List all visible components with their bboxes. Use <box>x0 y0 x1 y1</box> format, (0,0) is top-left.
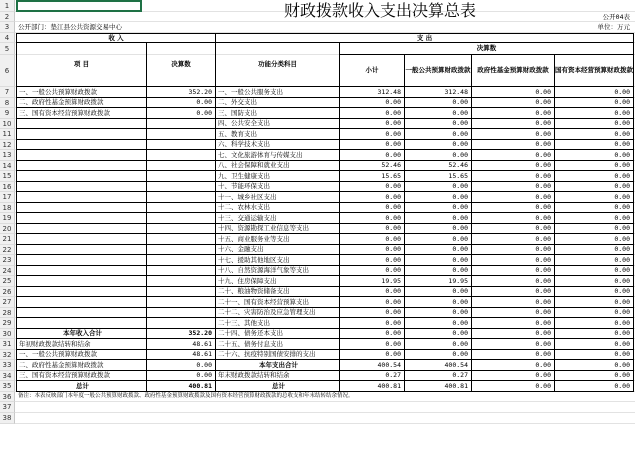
row-fund-budget: 0.00 <box>472 329 555 340</box>
row-general-budget: 0.00 <box>405 140 472 151</box>
row-subtotal: 0.00 <box>340 287 405 298</box>
row-general-budget: 0.00 <box>405 350 472 361</box>
row-income-amount: 48.61 <box>147 339 216 350</box>
row-fund-budget: 0.00 <box>472 203 555 214</box>
row-general-budget: 0.00 <box>405 308 472 319</box>
row-item <box>16 150 147 161</box>
row-item <box>16 182 147 193</box>
row-function-item: 七、文化旅游体育与传媒支出 <box>216 150 340 161</box>
row-subtotal: 400.81 <box>340 381 405 392</box>
row-item <box>16 318 147 329</box>
row-fund-budget: 0.00 <box>472 108 555 119</box>
row-state-capital: 0.00 <box>555 381 634 392</box>
row-header[interactable]: 10 <box>0 119 15 130</box>
row-general-budget: 0.00 <box>405 119 472 130</box>
row-item: 一、一般公共预算财政拨款 <box>16 350 147 361</box>
row-fund-budget: 0.00 <box>472 150 555 161</box>
form-number: 公开04表 <box>602 12 630 21</box>
row-header[interactable]: 26 <box>0 287 15 298</box>
row-income-amount <box>147 171 216 182</box>
row-general-budget: 19.95 <box>405 276 472 287</box>
row-header[interactable]: 36 <box>0 392 15 403</box>
row-header[interactable]: 31 <box>0 339 15 350</box>
row-income-amount <box>147 266 216 277</box>
row-function-item: 十二、农林水支出 <box>216 203 340 214</box>
row-income-amount: 0.00 <box>147 360 216 371</box>
row-general-budget: 0.00 <box>405 203 472 214</box>
row-general-budget: 0.00 <box>405 266 472 277</box>
row-subtotal: 312.48 <box>340 87 405 98</box>
row-general-budget: 15.65 <box>405 171 472 182</box>
row-function-item: 二、外交支出 <box>216 98 340 109</box>
row-function-item: 十六、金融支出 <box>216 245 340 256</box>
row-state-capital: 0.00 <box>555 87 634 98</box>
row-state-capital: 0.00 <box>555 213 634 224</box>
row-general-budget: 0.00 <box>405 287 472 298</box>
row-income-amount <box>147 224 216 235</box>
row-income-amount <box>147 119 216 130</box>
row-fund-budget: 0.00 <box>472 213 555 224</box>
row-header[interactable]: 18 <box>0 203 15 214</box>
row-income-amount: 48.61 <box>147 350 216 361</box>
row-subtotal: 0.00 <box>340 297 405 308</box>
row-fund-budget: 0.00 <box>472 381 555 392</box>
row-fund-budget: 0.00 <box>472 371 555 382</box>
row-item <box>16 203 147 214</box>
row-state-capital: 0.00 <box>555 245 634 256</box>
row-function-item: 六、科学技术支出 <box>216 140 340 151</box>
state-capital-header: 国有资本经营预算财政拨款 <box>555 55 634 87</box>
row-general-budget: 0.00 <box>405 245 472 256</box>
row-function-item: 一、一般公共服务支出 <box>216 87 340 98</box>
row-fund-budget: 0.00 <box>472 276 555 287</box>
row-state-capital: 0.00 <box>555 161 634 172</box>
row-fund-budget: 0.00 <box>472 140 555 151</box>
row-function-item: 十九、住房保障支出 <box>216 276 340 287</box>
row-header[interactable]: 15 <box>0 171 15 182</box>
row-state-capital: 0.00 <box>555 224 634 235</box>
gridline <box>15 423 635 424</box>
row-function-item: 四、公共安全支出 <box>216 119 340 130</box>
row-item: 本年收入合计 <box>16 329 147 340</box>
row-subtotal: 0.00 <box>340 255 405 266</box>
row-subtotal: 0.00 <box>340 329 405 340</box>
row-fund-budget: 0.00 <box>472 182 555 193</box>
row-header[interactable]: 3 <box>0 22 15 33</box>
row-item <box>16 266 147 277</box>
row-income-amount <box>147 192 216 203</box>
row-fund-budget: 0.00 <box>472 245 555 256</box>
row-item <box>16 129 147 140</box>
row-header[interactable]: 6 <box>0 55 15 87</box>
row-state-capital: 0.00 <box>555 287 634 298</box>
row-subtotal: 0.00 <box>340 266 405 277</box>
row-income-amount: 0.00 <box>147 98 216 109</box>
row-item <box>16 161 147 172</box>
row-general-budget: 0.00 <box>405 129 472 140</box>
row-header[interactable]: 7 <box>0 87 15 98</box>
row-header[interactable]: 4 <box>0 33 15 43</box>
row-general-budget: 0.00 <box>405 318 472 329</box>
row-header[interactable]: 12 <box>0 140 15 151</box>
row-header[interactable]: 2 <box>0 12 15 22</box>
row-subtotal: 0.00 <box>340 308 405 319</box>
row-function-item: 本年支出合计 <box>216 360 340 371</box>
row-item <box>16 119 147 130</box>
gridline <box>15 412 635 413</box>
row-subtotal: 0.00 <box>340 98 405 109</box>
function-header: 功能分类科目 <box>216 43 340 87</box>
row-header[interactable]: 21 <box>0 234 15 245</box>
row-state-capital: 0.00 <box>555 350 634 361</box>
row-income-amount <box>147 276 216 287</box>
row-subtotal: 0.00 <box>340 182 405 193</box>
row-subtotal: 0.00 <box>340 339 405 350</box>
row-state-capital: 0.00 <box>555 129 634 140</box>
row-income-amount: 352.20 <box>147 329 216 340</box>
row-function-item: 二十二、灾害防治及应急管理支出 <box>216 308 340 319</box>
row-state-capital: 0.00 <box>555 140 634 151</box>
row-state-capital: 0.00 <box>555 266 634 277</box>
row-header[interactable]: 27 <box>0 297 15 308</box>
row-header[interactable]: 35 <box>0 381 15 392</box>
row-income-amount <box>147 213 216 224</box>
row-function-item: 十五、商业服务业等支出 <box>216 234 340 245</box>
row-header[interactable]: 19 <box>0 213 15 224</box>
row-item <box>16 308 147 319</box>
row-income-amount <box>147 318 216 329</box>
row-subtotal: 0.00 <box>340 140 405 151</box>
row-function-item: 九、卫生健康支出 <box>216 171 340 182</box>
row-header[interactable]: 33 <box>0 360 15 371</box>
row-income-amount: 0.00 <box>147 371 216 382</box>
row-function-item: 二十三、其他支出 <box>216 318 340 329</box>
row-header[interactable]: 38 <box>0 413 15 424</box>
row-state-capital: 0.00 <box>555 150 634 161</box>
row-fund-budget: 0.00 <box>472 297 555 308</box>
row-fund-budget: 0.00 <box>472 350 555 361</box>
row-state-capital: 0.00 <box>555 339 634 350</box>
row-function-item: 年末财政拨款结转和结余 <box>216 371 340 382</box>
row-income-amount <box>147 161 216 172</box>
row-income-amount <box>147 255 216 266</box>
row-header[interactable]: 5 <box>0 43 15 55</box>
row-subtotal: 19.95 <box>340 276 405 287</box>
row-function-item: 十三、交通运输支出 <box>216 213 340 224</box>
row-subtotal: 0.00 <box>340 234 405 245</box>
row-subtotal: 0.00 <box>340 224 405 235</box>
row-subtotal: 0.00 <box>340 192 405 203</box>
row-header[interactable]: 11 <box>0 129 15 140</box>
row-header[interactable]: 22 <box>0 245 15 256</box>
row-income-amount <box>147 129 216 140</box>
row-general-budget: 0.00 <box>405 255 472 266</box>
row-subtotal: 0.00 <box>340 119 405 130</box>
row-fund-budget: 0.00 <box>472 234 555 245</box>
row-state-capital: 0.00 <box>555 371 634 382</box>
row-state-capital: 0.00 <box>555 329 634 340</box>
row-general-budget: 0.00 <box>405 150 472 161</box>
row-subtotal: 15.65 <box>340 171 405 182</box>
row-state-capital: 0.00 <box>555 182 634 193</box>
row-header[interactable]: 17 <box>0 192 15 203</box>
row-state-capital: 0.00 <box>555 308 634 319</box>
row-general-budget: 400.54 <box>405 360 472 371</box>
row-function-item: 八、社会保障和就业支出 <box>216 161 340 172</box>
row-fund-budget: 0.00 <box>472 171 555 182</box>
row-item: 三、国有资本经营预算财政拨款 <box>16 371 147 382</box>
row-header[interactable]: 34 <box>0 371 15 382</box>
row-income-amount <box>147 150 216 161</box>
row-state-capital: 0.00 <box>555 203 634 214</box>
subtotal-header: 小计 <box>340 55 405 87</box>
row-fund-budget: 0.00 <box>472 192 555 203</box>
general-budget-header: 一般公共预算财政拨款 <box>405 55 472 87</box>
row-header[interactable]: 29 <box>0 318 15 329</box>
row-fund-budget: 0.00 <box>472 161 555 172</box>
row-income-amount <box>147 203 216 214</box>
row-state-capital: 0.00 <box>555 234 634 245</box>
row-general-budget: 0.00 <box>405 339 472 350</box>
row-income-amount <box>147 297 216 308</box>
row-general-budget: 0.00 <box>405 224 472 235</box>
row-item: 总计 <box>16 381 147 392</box>
row-state-capital: 0.00 <box>555 255 634 266</box>
row-header[interactable]: 1 <box>0 0 15 12</box>
report-title: 财政拨款收入支出决算总表 <box>283 1 476 20</box>
row-subtotal: 0.00 <box>340 150 405 161</box>
row-fund-budget: 0.00 <box>472 129 555 140</box>
row-general-budget: 0.27 <box>405 371 472 382</box>
unit-label: 单位：万元 <box>597 23 630 32</box>
row-header[interactable]: 37 <box>0 402 15 413</box>
row-item <box>16 276 147 287</box>
row-item: 一、一般公共预算财政拨款 <box>16 87 147 98</box>
row-function-item: 二十六、抗疫特别国债安排的支出 <box>216 350 340 361</box>
row-subtotal: 0.00 <box>340 245 405 256</box>
row-general-budget: 0.00 <box>405 98 472 109</box>
row-general-budget: 312.48 <box>405 87 472 98</box>
row-header[interactable]: 16 <box>0 182 15 193</box>
row-header[interactable]: 28 <box>0 308 15 319</box>
row-fund-budget: 0.00 <box>472 318 555 329</box>
income-header: 收 入 <box>16 33 216 43</box>
row-state-capital: 0.00 <box>555 98 634 109</box>
row-general-budget: 400.81 <box>405 381 472 392</box>
row-state-capital: 0.00 <box>555 276 634 287</box>
row-general-budget: 0.00 <box>405 297 472 308</box>
row-item <box>16 140 147 151</box>
row-header[interactable]: 32 <box>0 350 15 361</box>
row-subtotal: 0.00 <box>340 318 405 329</box>
row-item <box>16 171 147 182</box>
row-function-item: 二十一、国有资本经营预算支出 <box>216 297 340 308</box>
row-fund-budget: 0.00 <box>472 308 555 319</box>
row-header[interactable]: 23 <box>0 255 15 266</box>
row-income-amount <box>147 140 216 151</box>
fund-budget-header: 政府性基金预算财政拨款 <box>472 55 555 87</box>
row-state-capital: 0.00 <box>555 119 634 130</box>
row-income-amount: 400.81 <box>147 381 216 392</box>
row-function-item: 三、国防支出 <box>216 108 340 119</box>
row-item <box>16 287 147 298</box>
row-function-item: 十、节能环保支出 <box>216 182 340 193</box>
row-subtotal: 0.00 <box>340 108 405 119</box>
budget-group-header: 决算数 <box>340 43 634 55</box>
row-function-item: 十一、城乡社区支出 <box>216 192 340 203</box>
row-fund-budget: 0.00 <box>472 360 555 371</box>
row-header[interactable]: 30 <box>0 329 15 340</box>
row-income-amount <box>147 308 216 319</box>
row-function-item: 十四、资源勘探工业信息等支出 <box>216 224 340 235</box>
row-subtotal: 0.00 <box>340 203 405 214</box>
row-fund-budget: 0.00 <box>472 339 555 350</box>
row-income-amount: 352.20 <box>147 87 216 98</box>
active-cell-selection[interactable] <box>16 0 142 12</box>
row-item <box>16 245 147 256</box>
row-header[interactable]: 25 <box>0 276 15 287</box>
row-fund-budget: 0.00 <box>472 119 555 130</box>
row-item: 三、国有资本经营预算财政拨款 <box>16 108 147 119</box>
row-general-budget: 0.00 <box>405 192 472 203</box>
footnote: 备注：本表反映部门本年度一般公共预算财政拨款、政府性基金预算财政拨款及国有资本经营预算财政拨款的总收支和年末结转结余情况。 <box>18 393 354 399</box>
row-item <box>16 234 147 245</box>
row-function-item: 总计 <box>216 381 340 392</box>
row-state-capital: 0.00 <box>555 360 634 371</box>
row-header[interactable]: 13 <box>0 150 15 161</box>
row-subtotal: 52.46 <box>340 161 405 172</box>
row-state-capital: 0.00 <box>555 192 634 203</box>
row-fund-budget: 0.00 <box>472 287 555 298</box>
row-income-amount: 0.00 <box>147 108 216 119</box>
row-item: 二、政府性基金预算财政拨款 <box>16 360 147 371</box>
department-label: 公开部门：垫江县公共资源交易中心 <box>18 23 122 32</box>
row-income-amount <box>147 234 216 245</box>
row-fund-budget: 0.00 <box>472 255 555 266</box>
row-header[interactable]: 20 <box>0 224 15 235</box>
row-header[interactable]: 9 <box>0 108 15 119</box>
row-header[interactable]: 14 <box>0 161 15 172</box>
row-subtotal: 0.27 <box>340 371 405 382</box>
row-subtotal: 400.54 <box>340 360 405 371</box>
row-function-item: 二十四、债务还本支出 <box>216 329 340 340</box>
row-fund-budget: 0.00 <box>472 98 555 109</box>
row-item <box>16 255 147 266</box>
row-item <box>16 192 147 203</box>
row-function-item: 二十五、债务付息支出 <box>216 339 340 350</box>
row-general-budget: 52.46 <box>405 161 472 172</box>
row-state-capital: 0.00 <box>555 108 634 119</box>
row-general-budget: 0.00 <box>405 329 472 340</box>
row-function-item: 十七、援助其他地区支出 <box>216 255 340 266</box>
row-general-budget: 0.00 <box>405 182 472 193</box>
row-general-budget: 0.00 <box>405 213 472 224</box>
row-subtotal: 0.00 <box>340 350 405 361</box>
row-item <box>16 297 147 308</box>
income-budget-header: 决算数 <box>147 43 216 87</box>
row-income-amount <box>147 287 216 298</box>
row-state-capital: 0.00 <box>555 318 634 329</box>
row-fund-budget: 0.00 <box>472 266 555 277</box>
row-item <box>16 224 147 235</box>
row-header[interactable]: 24 <box>0 266 15 277</box>
expense-header: 支 出 <box>216 33 634 43</box>
row-function-item: 十八、自然资源海洋气象等支出 <box>216 266 340 277</box>
row-function-item: 二十、粮油物资储备支出 <box>216 287 340 298</box>
row-state-capital: 0.00 <box>555 171 634 182</box>
row-subtotal: 0.00 <box>340 129 405 140</box>
item-header: 项 目 <box>16 43 147 87</box>
row-subtotal: 0.00 <box>340 213 405 224</box>
row-state-capital: 0.00 <box>555 297 634 308</box>
row-item: 二、政府性基金预算财政拨款 <box>16 98 147 109</box>
row-item: 年初财政拨款结转和结余 <box>16 339 147 350</box>
row-fund-budget: 0.00 <box>472 224 555 235</box>
row-item <box>16 213 147 224</box>
row-function-item: 五、教育支出 <box>216 129 340 140</box>
row-income-amount <box>147 245 216 256</box>
row-header[interactable]: 8 <box>0 98 15 109</box>
row-income-amount <box>147 182 216 193</box>
row-general-budget: 0.00 <box>405 108 472 119</box>
row-fund-budget: 0.00 <box>472 87 555 98</box>
row-general-budget: 0.00 <box>405 234 472 245</box>
